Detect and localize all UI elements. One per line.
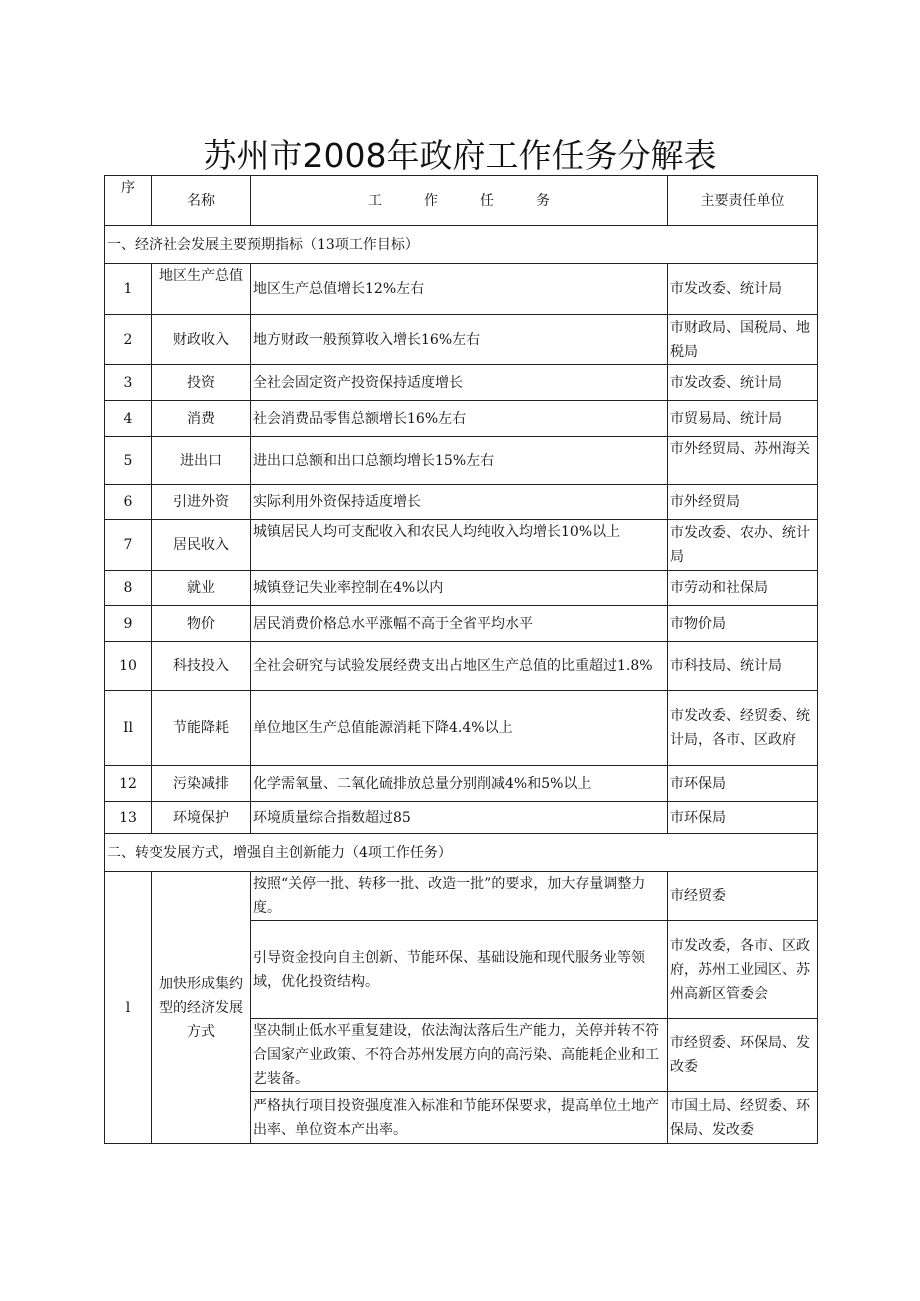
row-name: 污染减排 [152,766,251,802]
table-row [105,766,818,802]
row-task: 实际利用外资保持适度增长 [251,485,668,520]
row-dept: 市贸易局、统计局 [668,401,818,437]
table-row [105,485,818,520]
row-dept: 市环保局 [668,802,818,834]
row-task: 全社会研究与试验发展经费支出占地区生产总值的比重超过1.8% [251,642,668,691]
row-name: 财政收入 [152,315,251,365]
row-task: 单位地区生产总值能源消耗下降4.4%以上 [251,691,668,766]
row-dept: 市环保局 [668,766,818,802]
row-dept: 市科技局、统计局 [668,642,818,691]
table-row [105,264,818,315]
row-seq: 12 [105,766,152,802]
row-name: 消费 [152,401,251,437]
row-task: 地方财政一般预算收入增长16%左右 [251,315,668,365]
table-row [105,520,818,571]
row-seq: 2 [105,315,152,365]
header-dept: 主要责任单位 [668,176,818,226]
table-row [105,802,818,834]
row-name: 就业 [152,571,251,606]
table-row [105,691,818,766]
header-seq: 序 [105,176,152,226]
row-dept: 市物价局 [668,606,818,642]
row-seq: 9 [105,606,152,642]
table-row [105,571,818,606]
row-name: 科技投入 [152,642,251,691]
row-task: 居民消费价格总水平涨幅不高于全省平均水平 [251,606,668,642]
table-row [105,642,818,691]
header-task-char: 工 [368,192,382,209]
row-name: 引进外资 [152,485,251,520]
row-seq: 1 [105,264,152,315]
table-row [105,401,818,437]
row-seq: 8 [105,571,152,606]
header-task-char: 务 [536,192,550,209]
row-seq: 3 [105,365,152,401]
row-dept: 市发改委，各市、区政府，苏州工业园区、苏州高新区管委会 [668,921,818,1019]
row-seq: 4 [105,401,152,437]
row-dept: 市发改委、统计局 [668,365,818,401]
row-seq: 10 [105,642,152,691]
row-dept: 市经贸委、环保局、发改委 [668,1019,818,1092]
row-dept: 市经贸委 [668,872,818,921]
header-task-char: 作 [424,192,438,209]
row-task: 进出口总额和出口总额均增长15%左右 [251,437,668,485]
group-name: 加快形成集约型的经济发展方式 [152,872,251,1144]
row-task: 严格执行项目投资强度准入标准和节能环保要求，提高单位土地产出率、单位资本产出率。 [251,1092,668,1144]
row-dept: 市劳动和社保局 [668,571,818,606]
row-task: 地区生产总值增长12%左右 [251,264,668,315]
row-name: 进出口 [152,437,251,485]
row-dept: 市财政局、国税局、地税局 [668,315,818,365]
table-header-row [105,176,818,226]
section-2-label: 二、转变发展方式，增强自主创新能力（4项工作任务） [105,834,818,872]
row-dept: 市外经贸局、苏州海关 [668,437,818,485]
row-name: 物价 [152,606,251,642]
page-title: 苏州市2008年政府工作任务分解表 [203,136,717,175]
table-row [105,872,818,921]
row-task: 全社会固定资产投资保持适度增长 [251,365,668,401]
row-task: 社会消费品零售总额增长16%左右 [251,401,668,437]
header-task [251,176,668,226]
row-dept: 市发改委、统计局 [668,264,818,315]
row-name: 地区生产总值 [152,264,251,315]
row-task: 坚决制止低水平重复建设，依法淘汰落后生产能力，关停并转不符合国家产业政策、不符合苏州发展方向的高污染、高能耗企业和工艺装备。 [251,1019,668,1092]
section-row [105,834,818,872]
table-row [105,437,818,485]
row-dept: 市发改委、农办、统计局 [668,520,818,571]
row-task: 按照“关停一批、转移一批、改造一批”的要求，加大存量调整力度。 [251,872,668,921]
section-1-label: 一、经济社会发展主要预期指标（13项工作目标） [105,226,818,264]
row-seq: 5 [105,437,152,485]
table-row [105,606,818,642]
row-dept: 市国土局、经贸委、环保局、发改委 [668,1092,818,1144]
group-seq: l [105,872,152,1144]
row-dept: 市发改委、经贸委、统计局，各市、区政府 [668,691,818,766]
row-task: 环境质量综合指数超过85 [251,802,668,834]
row-name: 居民收入 [152,520,251,571]
row-name: 投资 [152,365,251,401]
task-breakdown-table [104,175,818,1144]
table-row [105,315,818,365]
section-row [105,226,818,264]
row-seq: 7 [105,520,152,571]
row-task: 化学需氧量、二氧化硫排放总量分别削减4%和5%以上 [251,766,668,802]
table-row [105,365,818,401]
row-task: 引导资金投向自主创新、节能环保、基础设施和现代服务业等领域，优化投资结构。 [251,921,668,1019]
header-task-char: 任 [480,192,494,209]
row-name: 节能降耗 [152,691,251,766]
row-dept: 市外经贸局 [668,485,818,520]
row-seq: 13 [105,802,152,834]
row-name: 环境保护 [152,802,251,834]
header-name: 名称 [152,176,251,226]
row-task: 城镇居民人均可支配收入和农民人均纯收入均增长10%以上 [251,520,668,571]
row-task: 城镇登记失业率控制在4%以内 [251,571,668,606]
row-seq: 6 [105,485,152,520]
row-seq: Il [105,691,152,766]
